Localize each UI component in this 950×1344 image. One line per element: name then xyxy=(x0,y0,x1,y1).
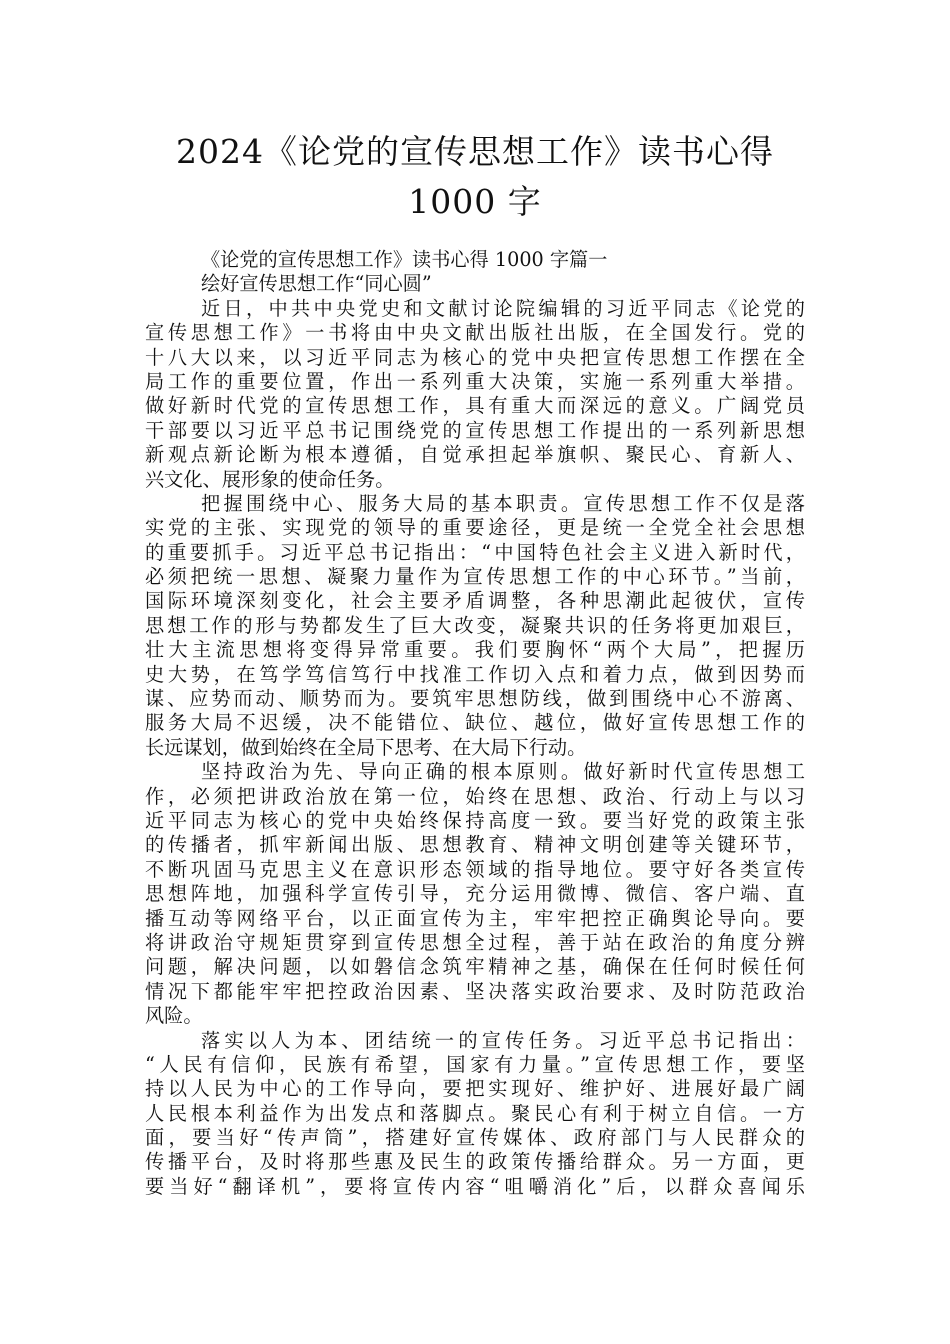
text-line: 谋、应势而动、顺势而为。要筑牢思想防线，做到围绕中心不游离、 xyxy=(145,687,805,711)
text-line: 局工作的重要位置，作出一系列重大决策，实施一系列重大举措。 xyxy=(145,369,805,393)
text-line: 风险。 xyxy=(145,1004,203,1028)
text-line: 的重要抓手。习近平总书记指出：“中国特色社会主义进入新时代， xyxy=(145,540,805,564)
document-body xyxy=(145,248,805,1199)
text-line: 播互动等网络平台，以正面宣传为主，牢牢把控正确舆论导向。要 xyxy=(145,906,805,930)
text-line: 将讲政治守规矩贯穿到宣传思想全过程，善于站在政治的角度分辨 xyxy=(145,930,805,954)
text-line: 把握围绕中心、服务大局的基本职责。宣传思想工作不仅是落 xyxy=(201,491,805,515)
text-line: 长远谋划，做到始终在全局下思考、在大局下行动。 xyxy=(145,735,587,759)
text-line: 壮大主流思想将变得异常重要。我们要胸怀“两个大局”，把握历 xyxy=(145,638,805,662)
text-line: 宣传思想工作》一书将由中央文献出版社出版，在全国发行。党的 xyxy=(145,321,805,345)
text-line: 思想阵地，加强科学宣传引导，充分运用微博、微信、客户端、直 xyxy=(145,882,805,906)
text-line: 十八大以来，以习近平同志为核心的党中央把宣传思想工作摆在全 xyxy=(145,345,805,369)
text-line: 干部要以习近平总书记围绕党的宣传思想工作提出的一系列新思想 xyxy=(145,418,805,442)
text-line: “人民有信仰，民族有希望，国家有力量。”宣传思想工作，要坚 xyxy=(145,1052,805,1076)
text-line: 思想工作的形与势都发生了巨大改变，凝聚共识的任务将更加艰巨， xyxy=(145,613,805,637)
text-line: 绘好宣传思想工作“同心圆” xyxy=(201,272,432,296)
text-line: 的传播者，抓牢新闻出版、思想教育、精神文明创建等关键环节， xyxy=(145,833,805,857)
text-line: 服务大局不迟缓，决不能错位、缺位、越位，做好宣传思想工作的 xyxy=(145,711,805,735)
text-line: 坚持政治为先、导向正确的根本原则。做好新时代宣传思想工 xyxy=(201,760,805,784)
document-title-line-1: 2024《论党的宣传思想工作》读书心得 xyxy=(176,132,774,171)
text-line: 实党的主张、实现党的领导的重要途径，更是统一全党全社会思想 xyxy=(145,516,805,540)
text-line: 兴文化、展形象的使命任务。 xyxy=(145,467,395,491)
text-line: 国际环境深刻变化，社会主要矛盾调整，各种思潮此起彼伏，宣传 xyxy=(145,589,805,613)
text-line: 不断巩固马克思主义在意识形态领域的指导地位。要守好各类宣传 xyxy=(145,857,805,881)
document-title-line-2: 1000 字 xyxy=(408,182,542,221)
text-line: 作，必须把讲政治放在第一位，始终在思想、政治、行动上与以习 xyxy=(145,784,805,808)
text-line: 问题，解决问题，以如磐信念筑牢精神之基，确保在任何时候任何 xyxy=(145,955,805,979)
text-line: 近日，中共中央党史和文献讨论院编辑的习近平同志《论党的 xyxy=(201,296,805,320)
text-line: 必须把统一思想、凝聚力量作为宣传思想工作的中心环节。”当前， xyxy=(145,565,805,589)
text-line: 面，要当好“传声筒”，搭建好宣传媒体、政府部门与人民群众的 xyxy=(145,1126,805,1150)
text-line: 要当好“翻译机”，要将宣传内容“咀嚼消化”后，以群众喜闻乐 xyxy=(145,1174,805,1198)
text-line: 近平同志为核心的党中央始终保持高度一致。要当好党的政策主张 xyxy=(145,808,805,832)
text-line: 落实以人为本、团结统一的宣传任务。习近平总书记指出： xyxy=(201,1028,805,1052)
text-line: 《论党的宣传思想工作》读书心得 1000 字篇一 xyxy=(201,248,608,271)
text-line: 做好新时代党的宣传思想工作，具有重大而深远的意义。广阔党员 xyxy=(145,394,805,418)
text-line: 新观点新论断为根本遵循，自觉承担起举旗帜、聚民心、育新人、 xyxy=(145,443,805,467)
text-line: 人民根本利益作为出发点和落脚点。聚民心有利于树立自信。一方 xyxy=(145,1101,805,1125)
text-line: 史大势，在笃学笃信笃行中找准工作切入点和着力点，做到因势而 xyxy=(145,662,805,686)
text-line: 持以人民为中心的工作导向，要把实现好、维护好、进展好最广阔 xyxy=(145,1077,805,1101)
text-line: 情况下都能牢牢把控政治因素、坚决落实政治要求、及时防范政治 xyxy=(145,979,805,1003)
text-line: 传播平台，及时将那些惠及民生的政策传播给群众。另一方面，更 xyxy=(145,1150,805,1174)
